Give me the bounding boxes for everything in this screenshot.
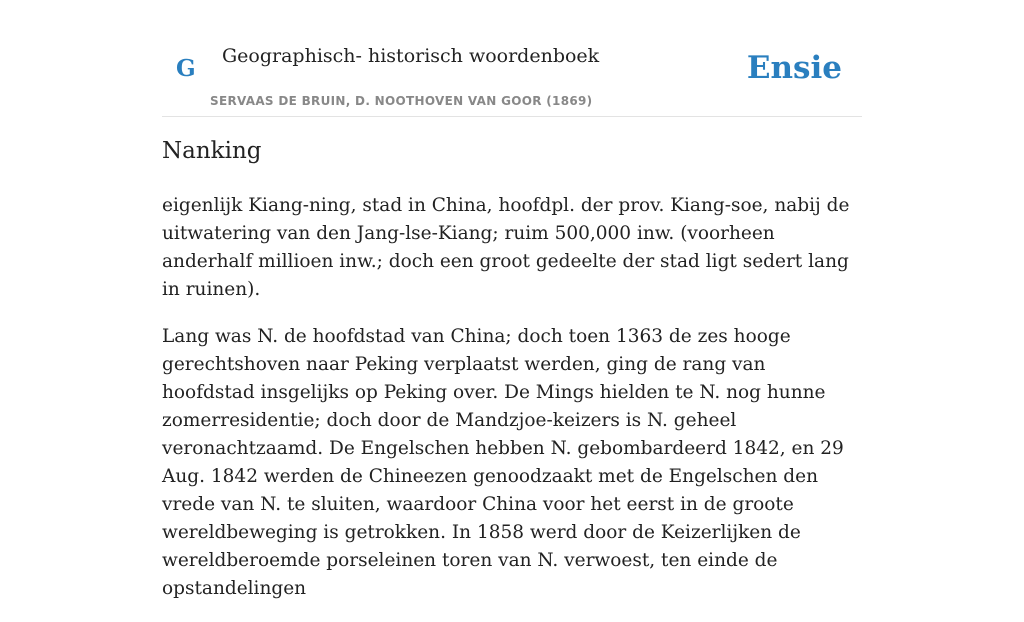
entry-title: Nanking: [162, 138, 262, 164]
entry-paragraph: eigenlijk Kiang-ning, stad in China, hoofdpl. der prov. Kiang-soe, nabij de uitwatering van den Jang-lse-Kiang; ruim 500,000 inw. (voorheen anderhalf millioen inw.; doch een groot gedeelte der stad ligt sedert lang in ruinen).: [162, 195, 850, 300]
book-title[interactable]: Geographisch- historisch woordenboek: [222, 45, 600, 67]
book-authors: SERVAAS DE BRUIN, D. NOOTHOVEN VAN GOOR (1869): [210, 94, 593, 108]
site-logo[interactable]: Ensie: [746, 50, 842, 86]
entry-body: [162, 192, 862, 622]
header: [162, 0, 862, 117]
book-letter-icon[interactable]: G: [176, 55, 196, 82]
entry-paragraph: Lang was N. de hoofdstad van China; doch toen 1363 de zes hooge gerechtshoven naar Peking verplaatst werden, ging de rang van hoofdstad insgelijks op Peking over. De Mings hielden te N. nog hunne zomerresidentie; doch door de Mandzjoe-keizers is N. geheel veronachtzaamd. De Engelschen hebben N. gebombardeerd 1842, en 29 Aug. 1842 werden de Chineezen genoodzaakt met de Engelschen den vrede van N. te sluiten, waardoor China voor het eerst in de groote wereldbeweging is getrokken. In 1858 werd door de Keizerlijken de wereldberoemde porseleinen toren van N. verwoest, ten einde de opstandelingen: [162, 326, 844, 599]
